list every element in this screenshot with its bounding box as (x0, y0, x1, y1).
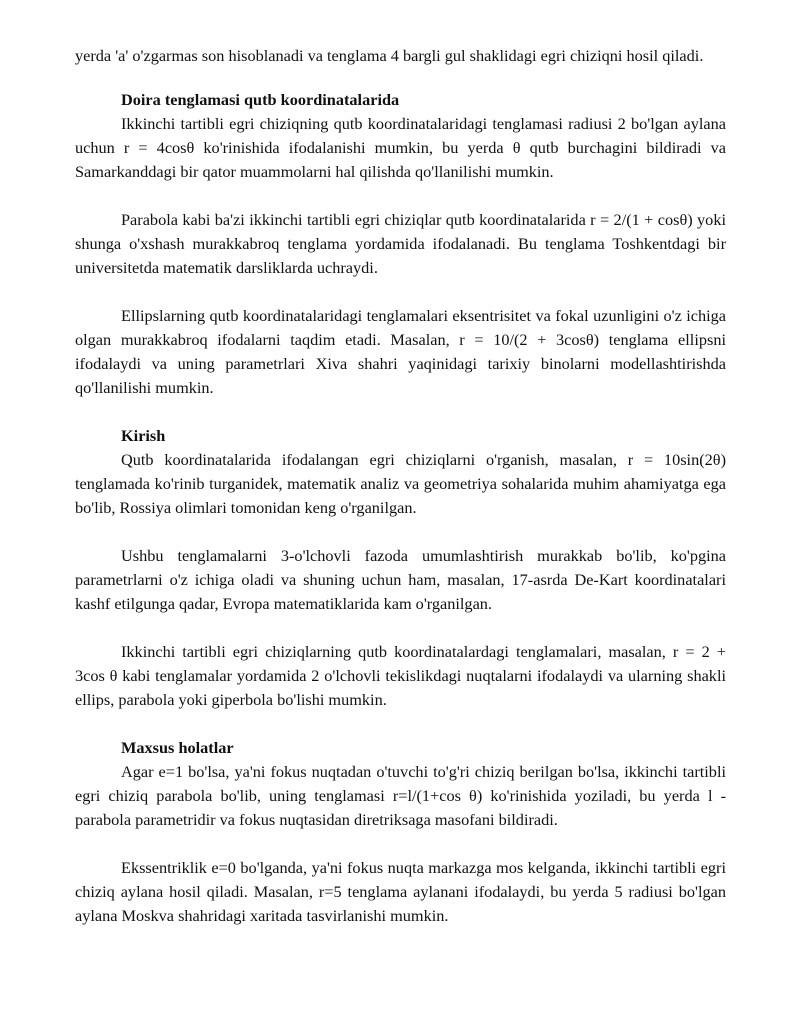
paragraph-ellipse-equation: Ellipslarning qutb koordinatalaridagi tenglamalari eksentrisitet va fokal uzunligini o'z ichiga olgan murakkabroq ifodalarni taqdim etadi. Masalan, r = 10/(2 + 3cosθ) tenglama ellipsni ifodalaydi va uning parametrlari Xiva shahri yaqinidagi tarixiy binolarni modellashtirishda qo'llanilishi mumkin. (75, 306, 726, 397)
paragraph-second-order-curves: Ikkinchi tartibli egri chiziqlarning qutb koordinatalardagi tenglamalari, masalan, r = 2 + 3cos θ kabi tenglamalar yordamida 2 o'lchovli tekislikdagi nuqtalarni ifodalaydi va ularning shakli ellips, parabola yoki giperbola bo'lishi mumkin. (75, 642, 726, 709)
section-heading-special-cases: Maxsus holatlar (121, 738, 234, 757)
section-heading-intro: Kirish (121, 426, 166, 445)
paragraph-parabola-equation: Parabola kabi ba'zi ikkinchi tartibli egri chiziqlar qutb koordinatalarida r = 2/(1 + cosθ) yoki shunga o'xshash murakkabroq tenglama yordamida ifodalanadi. Bu tenglama Toshkentdagi bir universitetda matematik darsliklarda uchraydi. (75, 210, 726, 277)
paragraph-circle-equation: Ikkinchi tartibli egri chiziqning qutb koordinatalaridagi tenglamasi radiusi 2 bo'lgan aylana uchun r = 4cosθ ko'rinishida ifodalanishi mumkin, bu yerda θ qutb burchagini bildiradi va Samarkanddagi bir qator muammolarni hal qilishda qo'llanilishi mumkin. (75, 114, 726, 181)
paragraph-polar-study: Qutb koordinatalarida ifodalangan egri chiziqlarni o'rganish, masalan, r = 10sin(2θ) tenglamada ko'rinib turganidek, matematik analiz va geometriya sohalarida muhim ahamiyatga ega bo'lib, Rossiya olimlari tomonidan keng o'rganilgan. (75, 450, 726, 517)
paragraph-parabola-case: Agar e=1 bo'lsa, ya'ni fokus nuqtadan o'tuvchi to'g'ri chiziq berilgan bo'lsa, ikkinchi tartibli egri chiziq parabola bo'lib, uning tenglamasi r=l/(1+cos θ) ko'rinishida yoziladi, bu yerda l - parabola parametridir va fokus nuqtasidan diretriksaga masofani bildiradi. (75, 762, 726, 829)
intro-paragraph: yerda 'a' o'zgarmas son hisoblanadi va tenglama 4 bargli gul shaklidagi egri chiziqni hosil qiladi. (75, 46, 704, 65)
paragraph-circle-case: Ekssentriklik e=0 bo'lganda, ya'ni fokus nuqta markazga mos kelganda, ikkinchi tartibli egri chiziq aylana hosil qiladi. Masalan, r=5 tenglama aylanani ifodalaydi, bu yerda 5 radiusi bo'lgan aylana Moskva shahridagi xaritada tasvirlanishi mumkin. (75, 858, 726, 925)
document-page (75, 44, 726, 928)
paragraph-3d-generalization: Ushbu tenglamalarni 3-o'lchovli fazoda umumlashtirish murakkab bo'lib, ko'pgina parametrlarni o'z ichiga oladi va shuning uchun ham, masalan, 17-asrda De-Kart koordinatalari kashf etilgunga qadar, Evropa matematiklarida kam o'rganilgan. (75, 546, 726, 613)
section-heading-circle: Doira tenglamasi qutb koordinatalarida (121, 90, 400, 109)
